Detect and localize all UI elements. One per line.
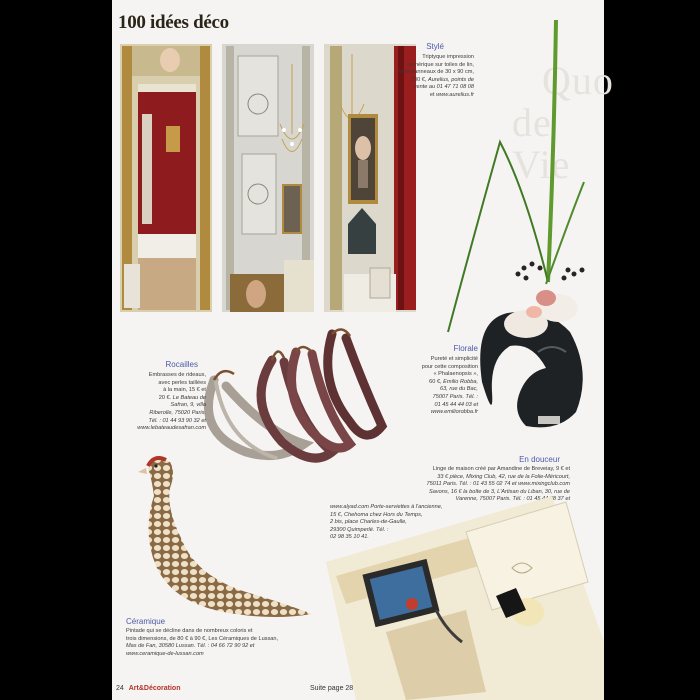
caption-span: Emilio Robba,: [443, 378, 478, 385]
caption-line: Triptyque impression: [422, 54, 474, 60]
caption-line: 63, rue du Bac,: [440, 386, 478, 393]
caption-line: avec perles taillées: [158, 379, 206, 386]
caption-line: numérique sur toiles de lin,: [407, 61, 474, 68]
caption-span: Aurelius, points de: [427, 76, 474, 83]
caption-line: Riberolle, 75020 Paris.: [149, 409, 206, 416]
caption-line: www.lebateaudesafran.com: [137, 425, 206, 432]
caption-line: www.alyad.com Porte-serviettes à l'ancienne,: [330, 503, 443, 510]
caption-line: 01 45 44 44 03 et: [434, 401, 478, 408]
caption-line: 02 98 35 10 41.: [330, 534, 369, 541]
page-title: 100 idées déco: [118, 12, 229, 33]
caption-line: trois panneaux de 30 x 90 cm,: [399, 69, 474, 76]
caption-line: Savons, 16 € la boîte de 3, L'Artisan du Liban, 30, rue de: [428, 488, 570, 495]
caption-line: 29300 Quimperlé. Tél. :: [330, 526, 389, 533]
caption-line: « Phalaenopsis »,: [433, 371, 478, 378]
caption-line: www.emiliorobba.fr: [430, 409, 478, 416]
triptych-panel-left: [120, 44, 212, 312]
caption-line: trois dimensions, de 80 € à 90 €, Les Céramiques de Lussan,: [126, 635, 279, 642]
magazine-page: [112, 0, 614, 700]
magazine-logo: Art&Décoration: [128, 685, 181, 692]
caption-span: www.aurelius.fr: [436, 91, 474, 98]
caption-span: et: [429, 91, 437, 98]
triptych-image-left: [120, 44, 212, 312]
caption-line: Linge de maison créé par Amandine de Breveiay, 9 € et: [432, 466, 570, 472]
caption-rocailles: [116, 372, 206, 433]
caption-line: www.ceramique-de-lussan.com: [126, 650, 204, 657]
caption-line: Mas de Fan, 30580 Lussan. Tél. : 04 66 72 90 92 et: [126, 643, 255, 650]
caption-florale: [384, 356, 478, 417]
footer-folio: [116, 685, 180, 692]
caption-span: 20 €.: [158, 394, 173, 401]
caption-span: 330 €,: [410, 76, 428, 83]
page-number: 24: [116, 685, 124, 692]
background-line: Quo: [542, 58, 614, 103]
triptych-panel-middle: [222, 44, 314, 312]
caption-line: 33 € pièce, Mixing Club, 42, rue de la Folie-Méricourt,: [437, 473, 570, 480]
caption-span: 60 €,: [429, 378, 444, 385]
caption-line: [384, 379, 478, 387]
caption-line: à la main, 15 € et: [163, 387, 206, 394]
section-heading-rocailles: Rocailles: [165, 360, 198, 369]
caption-line: Tél. : 01 44 93 90 32 et: [148, 417, 206, 424]
background-line: de Vie: [512, 100, 571, 187]
caption-span: Le Bateau de: [172, 394, 206, 401]
caption-line: Pintade qui se décline dans de nombreux coloris et: [126, 628, 253, 634]
continued-note: Suite page 28: [310, 685, 354, 692]
caption-line: 2 bis, place Charles-de-Gaulle,: [330, 519, 407, 526]
caption-line: pour cette composition: [421, 363, 478, 370]
caption-line: Varenne, 75007 Paris. Tél. : 01 45 44 88 37 et: [455, 496, 570, 503]
caption-line: Safran, 9, villa: [170, 402, 206, 409]
caption-line: Pureté et simplicité: [430, 356, 478, 362]
caption-line: 75007 Paris. Tél. :: [432, 393, 478, 400]
section-heading-douceur: En douceur: [519, 455, 560, 464]
triptych-image-middle: [222, 44, 314, 312]
section-heading-florale: Florale: [453, 344, 478, 353]
section-heading-style: Stylé: [426, 42, 444, 51]
caption-line: Embrasses de rideaux,: [148, 372, 206, 378]
caption-line: 15 €, Chehoma chez Hors du Temps,: [330, 511, 423, 518]
douceur-image: [316, 492, 604, 700]
caption-line: vente au 01 47 71 08 08: [413, 84, 474, 91]
ceramique-image: [126, 448, 316, 620]
caption-line: [116, 395, 206, 403]
caption-ceramique: [126, 628, 356, 658]
caption-line: 75011 Paris. Tél. : 01 43 55 02 74 et www.mixingclub.com: [426, 481, 570, 488]
section-heading-ceramique: Céramique: [126, 617, 166, 626]
